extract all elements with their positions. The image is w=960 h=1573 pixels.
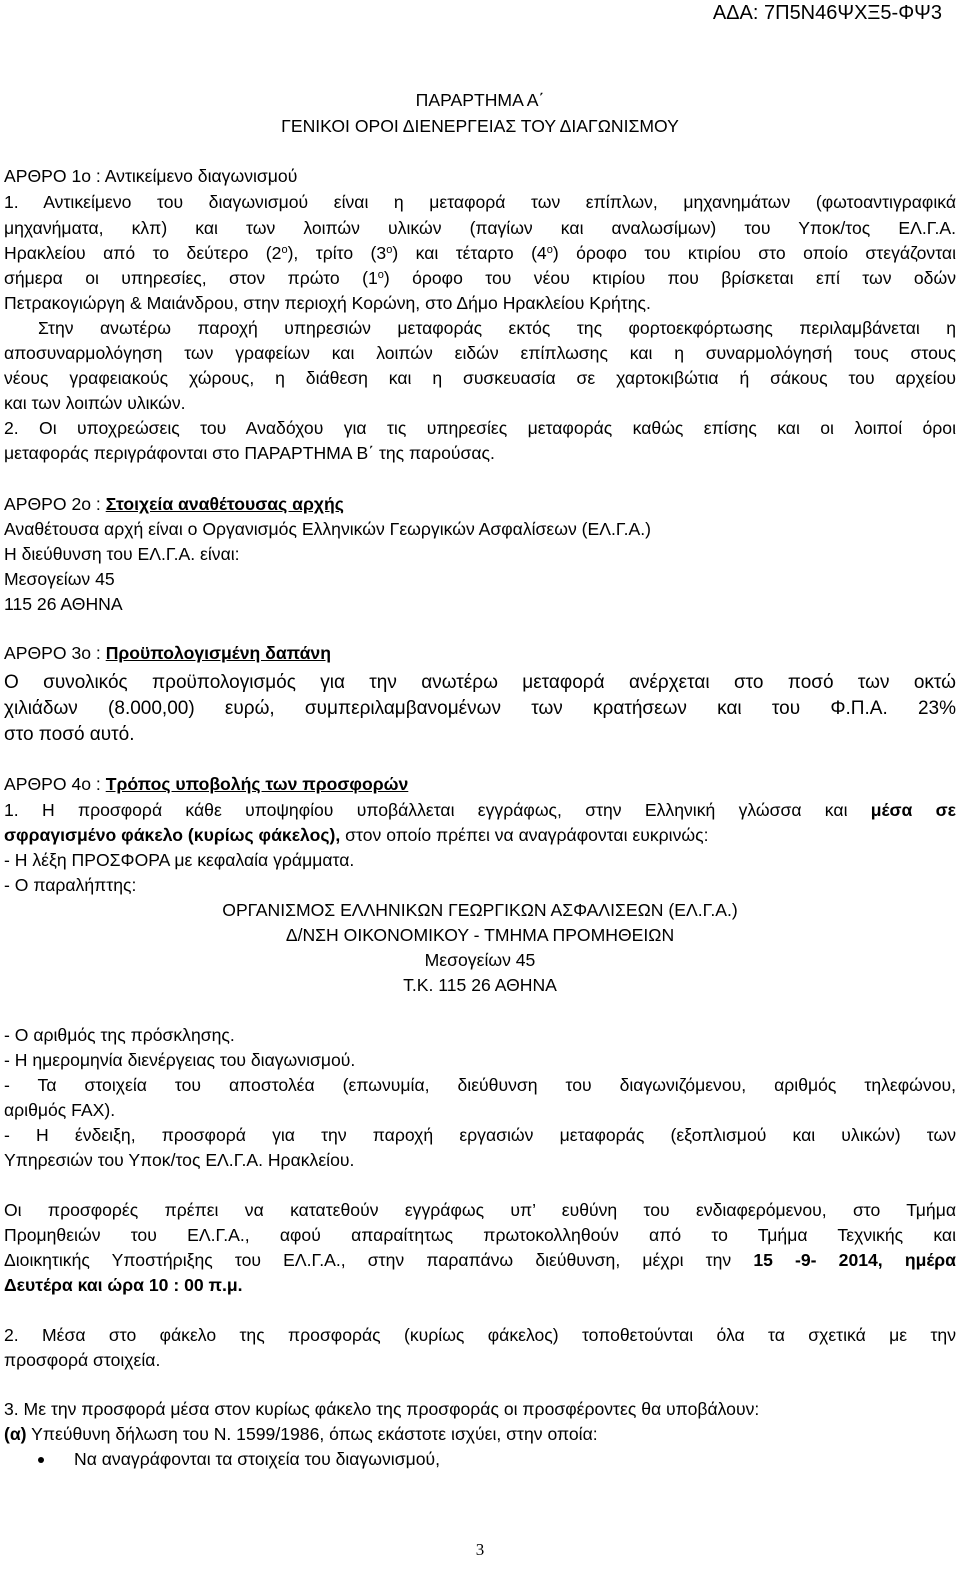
- art4-line: - Ο παραλήπτης:: [4, 875, 137, 895]
- art4-line: - Η ημερομηνία διενέργειας του διαγωνισμού.: [4, 1050, 356, 1070]
- art4-line: - Ο αριθμός της πρόσκλησης.: [4, 1025, 235, 1045]
- bold-text: μέσα σε: [870, 800, 956, 820]
- article-2-heading: [4, 492, 956, 518]
- art3-line: Ο συνολικός προϋπολογισμός για την ανωτέρω μεταφορά ανέρχεται στο ποσό των οκτώ: [4, 672, 956, 693]
- text: ) και τέταρτο (4: [392, 243, 547, 263]
- text: ) όροφο του νέου κτιρίου που βρίσκεται επί των οδών: [383, 268, 956, 288]
- text: στον οποίο πρέπει να αναγράφονται ευκρινώς:: [340, 825, 709, 845]
- page-number: 3: [475, 1540, 485, 1559]
- annex-title: ΠΑΡΑΡΤΗΜΑ Α΄: [415, 90, 545, 110]
- recipient-line: Δ/ΝΣΗ ΟΙΚΟΝΟΜΙΚΟΥ - ΤΜΗΜΑ ΠΡΟΜΗΘΕΙΩΝ: [285, 925, 675, 945]
- text: ), τρίτο (3: [287, 243, 387, 263]
- bold-text: σφραγισμένο φάκελο (κυρίως φάκελος),: [4, 825, 341, 845]
- art1-line: 2. Οι υποχρεώσεις του Αναδόχου για τις υπηρεσίες μεταφοράς καθώς επίσης και οι λοιποί όροι: [4, 418, 956, 438]
- art4-line: Προμηθειών του ΕΛ.Γ.Α., αφού απαραίτητως πρωτοκολληθούν από το Τμήμα Τεχνικής και: [4, 1225, 956, 1245]
- article-2-number: ΑΡΘΡΟ 2ο :: [4, 494, 106, 514]
- art1-line: [4, 266, 956, 292]
- art4-line: Υπηρεσιών του Υποκ/τος ΕΛ.Γ.Α. Ηρακλείου.: [4, 1150, 355, 1170]
- art1-line: [4, 241, 956, 267]
- art2-line: 115 26 ΑΘΗΝΑ: [4, 594, 123, 614]
- art4-line: [4, 1248, 956, 1274]
- text: Υπεύθυνη δήλωση του Ν. 1599/1986, όπως εκάστοτε ισχύει, στην οποία:: [26, 1424, 598, 1444]
- text: σήμερα οι υπηρεσίες, στον πρώτο (1: [4, 268, 378, 288]
- text: 1. Η προσφορά κάθε υποψηφίου υποβάλλεται εγγράφως, στην Ελληνική γλώσσα και: [4, 800, 871, 820]
- text: Να αναγράφονται τα στοιχεία του διαγωνισμού,: [74, 1449, 440, 1469]
- article-4-heading: [4, 772, 956, 798]
- art4-line: - Η λέξη ΠΡΟΣΦΟΡΑ με κεφαλαία γράμματα.: [4, 850, 355, 870]
- recipient-line: Μεσογείων 45: [424, 950, 536, 970]
- art4-line: 3. Με την προσφορά μέσα στον κυρίως φάκελο της προσφοράς οι προσφέροντες θα υποβάλουν:: [4, 1399, 760, 1419]
- bullet-item: [4, 1447, 956, 1473]
- article-1-number: ΑΡΘΡΟ 1ο :: [4, 166, 105, 186]
- deadline-date: 15 -9- 2014, ημέρα: [753, 1250, 956, 1270]
- bullet-icon: [38, 1457, 44, 1463]
- art1-line: 1. Αντικείμενο του διαγωνισμού είναι η μεταφορά των επίπλων, μηχανημάτων (φωτοαντιγραφικά: [4, 192, 956, 212]
- art4-line: [4, 798, 956, 824]
- article-3-heading: [4, 641, 956, 667]
- art1-line: νέους γραφειακούς χώρους, η διάθεση και η συσκευασία σε χαρτοκιβώτια ή σάκους του αρχείου: [4, 368, 956, 388]
- article-3-title: Προϋπολογισμένη δαπάνη: [105, 643, 331, 663]
- article-4-title: Τρόπος υποβολής των προσφορών: [105, 774, 409, 794]
- art4-line: προσφορά στοιχεία.: [4, 1350, 161, 1370]
- art4-line: [4, 823, 956, 849]
- art4-line: [4, 1422, 956, 1448]
- article-1-heading: [4, 164, 956, 190]
- art4-line: - Η ένδειξη, προσφορά για την παροχή εργασιών μεταφοράς (εξοπλισμού και υλικών) των: [4, 1125, 956, 1145]
- art4-line: αριθμός FAX).: [4, 1100, 116, 1120]
- bold-text: (α): [4, 1424, 27, 1444]
- art3-line: στο ποσό αυτό.: [4, 724, 135, 745]
- annex-subtitle: ΓΕΝΙΚΟΙ ΟΡΟΙ ΔΙΕΝΕΡΓΕΙΑΣ ΤΟΥ ΔΙΑΓΩΝΙΣΜΟΥ: [281, 116, 679, 136]
- superscript: ο: [386, 244, 393, 256]
- art1-line: μηχανήματα, κλπ) και των λοιπών υλικών (παγίων και αναλωσίμων) του Υποκ/τος ΕΛ.Γ.Α.: [4, 218, 956, 238]
- art1-line: μεταφοράς περιγράφονται στο ΠΑΡΑΡΤΗΜΑ Β΄ της παρούσας.: [4, 443, 495, 463]
- art4-line: Οι προσφορές πρέπει να κατατεθούν εγγράφως υπ’ ευθύνη του ενδιαφερόμενου, στο Τμήμα: [4, 1200, 956, 1220]
- superscript: ο: [546, 244, 553, 256]
- art2-line: Μεσογείων 45: [4, 569, 115, 589]
- text: ) όροφο του κτιρίου στο οποίο στεγάζονται: [552, 243, 956, 263]
- recipient-line: ΟΡΓΑΝΙΣΜΟΣ ΕΛΛΗΝΙΚΩΝ ΓΕΩΡΓΙΚΩΝ ΑΣΦΑΛΙΣΕΩΝ (ΕΛ.Γ.Α.): [222, 900, 738, 920]
- art2-line: Αναθέτουσα αρχή είναι ο Οργανισμός Ελληνικών Γεωργικών Ασφαλίσεων (ΕΛ.Γ.Α.): [4, 519, 652, 539]
- art1-line: και των λοιπών υλικών.: [4, 393, 186, 413]
- art2-line: Η διεύθυνση του ΕΛ.Γ.Α. είναι:: [4, 544, 240, 564]
- recipient-line: Τ.Κ. 115 26 ΑΘΗΝΑ: [403, 975, 557, 995]
- article-3-number: ΑΡΘΡΟ 3ο :: [4, 643, 106, 663]
- art4-line: 2. Μέσα στο φάκελο της προσφοράς (κυρίως φάκελος) τοποθετούνται όλα τα σχετικά με την: [4, 1325, 956, 1345]
- text: Διοικητικής Υποστήριξης του ΕΛ.Γ.Α., στην παραπάνω διεύθυνση, μέχρι την: [4, 1250, 754, 1270]
- article-1-title: Αντικείμενο διαγωνισμού: [104, 166, 298, 186]
- article-4-number: ΑΡΘΡΟ 4ο :: [4, 774, 106, 794]
- article-2-title: Στοιχεία αναθέτουσας αρχής: [105, 494, 344, 514]
- art1-line: αποσυναρμολόγηση των γραφείων και λοιπών ειδών επίπλωσης και η συναρμολόγησή τους στους: [4, 343, 956, 363]
- art1-line: Στην ανωτέρω παροχή υπηρεσιών μεταφοράς εκτός της φορτοεκφόρτωσης περιλαμβάνεται η: [38, 318, 956, 338]
- art4-line: - Τα στοιχεία του αποστολέα (επωνυμία, διεύθυνση του διαγωνιζόμενου, αριθμός τηλεφώνου,: [4, 1075, 956, 1095]
- art3-line: χιλιάδων (8.000,00) ευρώ, συμπεριλαμβανομένων των κρατήσεων και του Φ.Π.Α. 23%: [4, 698, 956, 719]
- text: Ηρακλείου από το δεύτερο (2: [4, 243, 282, 263]
- art1-line: Πετρακογιώργη & Μαιάνδρου, στην περιοχή Κορώνη, στο Δήμο Ηρακλείου Κρήτης.: [4, 293, 651, 313]
- ada-code: ΑΔΑ: 7Π5Ν46ΨΧΞ5-ΦΨ3: [712, 2, 942, 24]
- deadline-time: Δευτέρα και ώρα 10 : 00 π.μ.: [4, 1275, 243, 1295]
- superscript: ο: [377, 269, 384, 281]
- superscript: ο: [281, 244, 288, 256]
